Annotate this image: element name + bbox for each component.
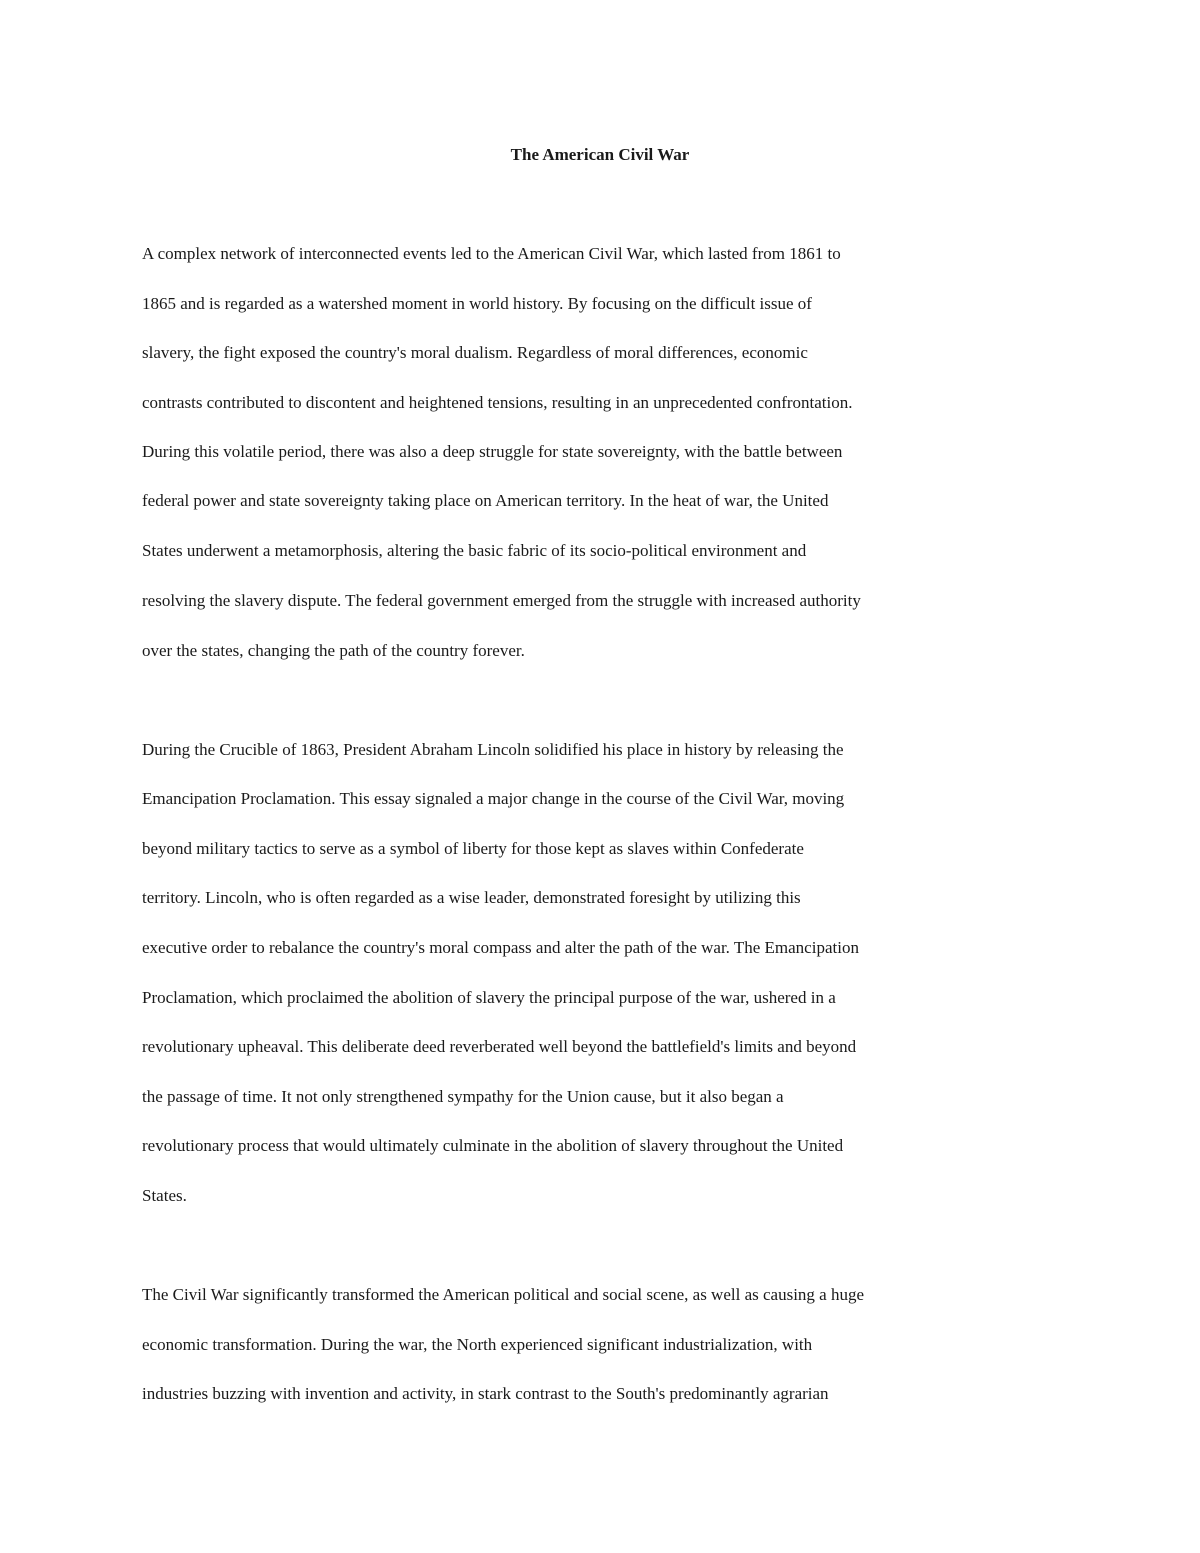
paragraph-line: 1865 and is regarded as a watershed moment in world history. By focusing on the difficult issue of xyxy=(142,294,812,313)
paragraph-line: During the Crucible of 1863, President Abraham Lincoln solidified his place in history by releasing the xyxy=(142,740,844,759)
paragraph-line: Proclamation, which proclaimed the abolition of slavery the principal purpose of the war, ushered in a xyxy=(142,988,836,1007)
paragraph-line: contrasts contributed to discontent and heightened tensions, resulting in an unprecedented confrontation. xyxy=(142,393,853,412)
paragraph-line: States. xyxy=(142,1186,187,1205)
paragraph-line: beyond military tactics to serve as a symbol of liberty for those kept as slaves within Confederate xyxy=(142,839,804,858)
paragraph-line: territory. Lincoln, who is often regarded as a wise leader, demonstrated foresight by utilizing this xyxy=(142,888,801,907)
paragraph-line: States underwent a metamorphosis, altering the basic fabric of its socio-political environment and xyxy=(142,541,807,560)
paragraph-line: Emancipation Proclamation. This essay signaled a major change in the course of the Civil War, moving xyxy=(142,789,845,808)
document-title: The American Civil War xyxy=(510,145,690,164)
paragraph-line: The Civil War significantly transformed the American political and social scene, as well as causing a huge xyxy=(142,1285,865,1304)
paragraph-line: over the states, changing the path of the country forever. xyxy=(142,641,525,660)
paragraph-line: revolutionary process that would ultimately culminate in the abolition of slavery throughout the United xyxy=(142,1136,844,1155)
paragraph-line: revolutionary upheaval. This deliberate deed reverberated well beyond the battlefield's limits and beyond xyxy=(142,1037,857,1056)
paragraph-line: executive order to rebalance the country's moral compass and alter the path of the war. The Emancipation xyxy=(142,938,859,957)
paragraph-line: resolving the slavery dispute. The federal government emerged from the struggle with increased authority xyxy=(142,591,861,610)
paragraph-line: the passage of time. It not only strengthened sympathy for the Union cause, but it also began a xyxy=(142,1087,784,1106)
paragraph-line: During this volatile period, there was also a deep struggle for state sovereignty, with the battle between xyxy=(142,442,843,461)
paragraph-line: economic transformation. During the war, the North experienced significant industrialization, with xyxy=(142,1335,813,1354)
paragraph-line: A complex network of interconnected events led to the American Civil War, which lasted from 1861 to xyxy=(142,244,841,263)
paragraph-line: slavery, the fight exposed the country's moral dualism. Regardless of moral differences, economic xyxy=(142,343,808,362)
paragraph-line: federal power and state sovereignty taking place on American territory. In the heat of war, the United xyxy=(142,491,829,510)
paragraph-line: industries buzzing with invention and activity, in stark contrast to the South's predominantly agrarian xyxy=(142,1384,829,1403)
